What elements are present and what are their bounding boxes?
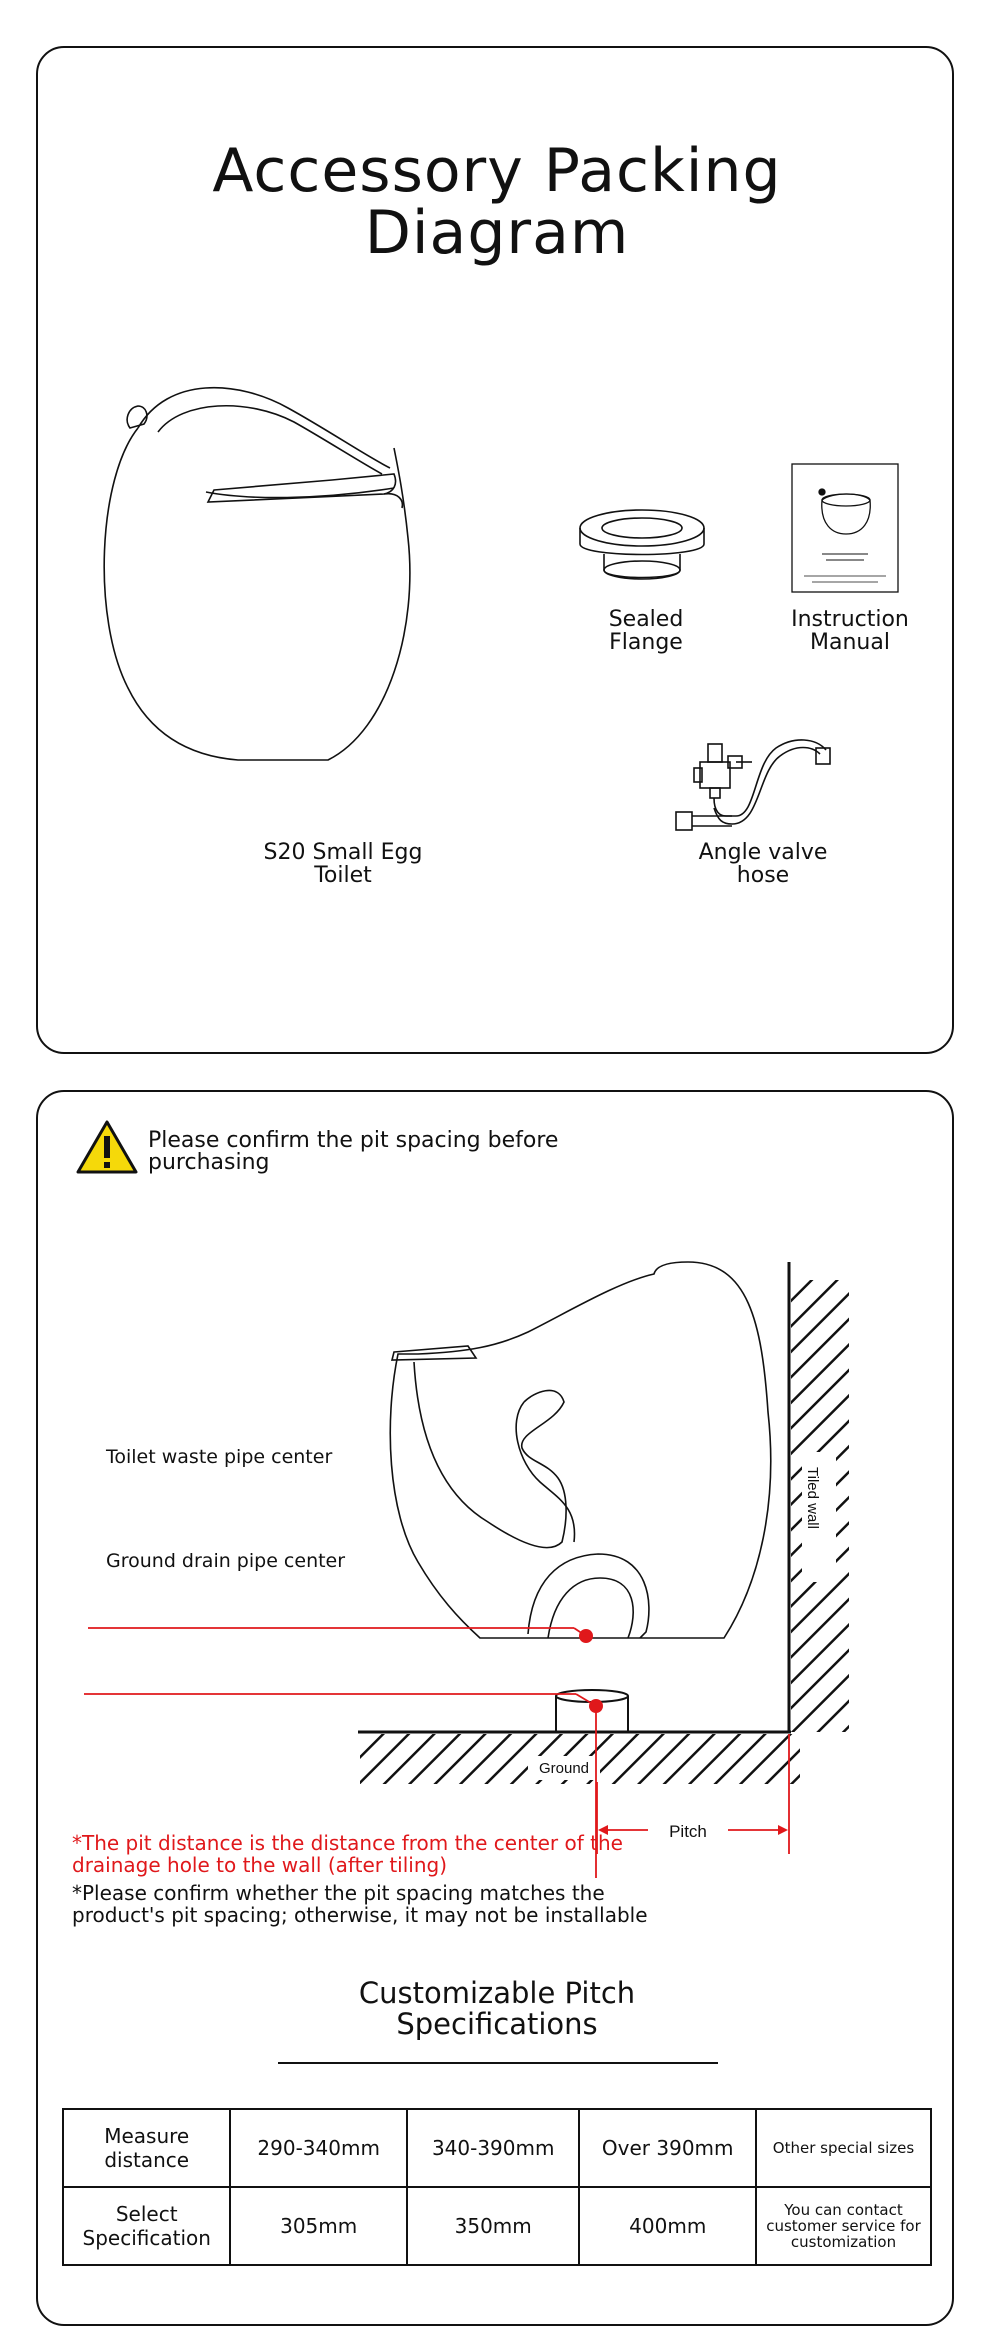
spec-title-line1: Customizable Pitch (358, 1976, 636, 2010)
table-cell: 340-390mm (407, 2109, 580, 2187)
confirm-note (72, 1882, 648, 1926)
pitch-spec-table (62, 2108, 932, 2266)
measure-head-line1: Measure (104, 2124, 190, 2148)
manual-label-line2: Manual (810, 630, 890, 655)
angle-valve-hose-illustration (670, 728, 840, 838)
ground-label: Ground (538, 1760, 590, 1777)
table-cell: 400mm (579, 2187, 756, 2265)
select-head-line2: Specification (82, 2226, 211, 2250)
hose-label-line1: Angle valve (698, 840, 828, 865)
pit-distance-note (72, 1832, 623, 1876)
table-cell: Over 390mm (579, 2109, 756, 2187)
pit-spacing-panel (36, 1090, 954, 2326)
toilet-label (208, 841, 478, 887)
table-cell (756, 2187, 931, 2265)
contact-line3: customization (790, 2233, 897, 2251)
waste-pipe-label: Toilet waste pipe center (106, 1446, 333, 1468)
instruction-manual-illustration (792, 464, 904, 596)
table-cell: 350mm (407, 2187, 580, 2265)
spec-title-line2: Specifications (396, 2007, 598, 2041)
accessory-packing-panel (36, 46, 954, 1054)
flange-label (566, 608, 726, 654)
pit-distance-note-line1: *The pit distance is the distance from the center of the (72, 1831, 623, 1855)
contact-line2: customer service for (766, 2217, 921, 2235)
pitch-label: Pitch (669, 1822, 707, 1841)
spec-divider (278, 2062, 718, 2064)
toilet-label-line2: Toilet (314, 863, 372, 888)
title-line-1: Accessory Packing (212, 136, 782, 206)
table-row (63, 2187, 931, 2265)
toilet-label-line1: S20 Small Egg (263, 840, 423, 865)
table-row (63, 2109, 931, 2187)
egg-toilet-illustration (98, 388, 518, 808)
warning-line1: Please confirm the pit spacing before (148, 1128, 559, 1153)
manual-label (762, 608, 938, 654)
table-head-cell (63, 2187, 230, 2265)
flange-label-line2: Flange (609, 630, 683, 655)
spec-title (38, 1978, 956, 2040)
installation-diagram (88, 1162, 848, 1841)
warning-line2: purchasing (148, 1150, 270, 1175)
title-line-2: Diagram (364, 198, 630, 268)
flange-label-line1: Sealed (608, 607, 684, 632)
hose-label-line2: hose (736, 863, 790, 888)
table-cell: 305mm (230, 2187, 407, 2265)
table-cell: Other special sizes (756, 2109, 931, 2187)
drain-pipe-label: Ground drain pipe center (106, 1550, 346, 1572)
page-title (38, 136, 956, 268)
sealed-flange-illustration (580, 506, 710, 596)
select-head-line1: Select (115, 2202, 178, 2226)
table-head-cell (63, 2109, 230, 2187)
measure-head-line2: distance (104, 2148, 190, 2172)
hose-label (668, 841, 858, 887)
manual-label-line1: Instruction (791, 607, 909, 632)
table-cell: 290-340mm (230, 2109, 407, 2187)
tiled-wall-label: Tiled wall (804, 1467, 821, 1529)
contact-line1: You can contact (784, 2201, 903, 2219)
confirm-note-line2: product's pit spacing; otherwise, it may not be installable (72, 1903, 648, 1927)
confirm-note-line1: *Please confirm whether the pit spacing matches the (72, 1881, 605, 1905)
pit-distance-note-line2: drainage hole to the wall (after tiling) (72, 1853, 448, 1877)
